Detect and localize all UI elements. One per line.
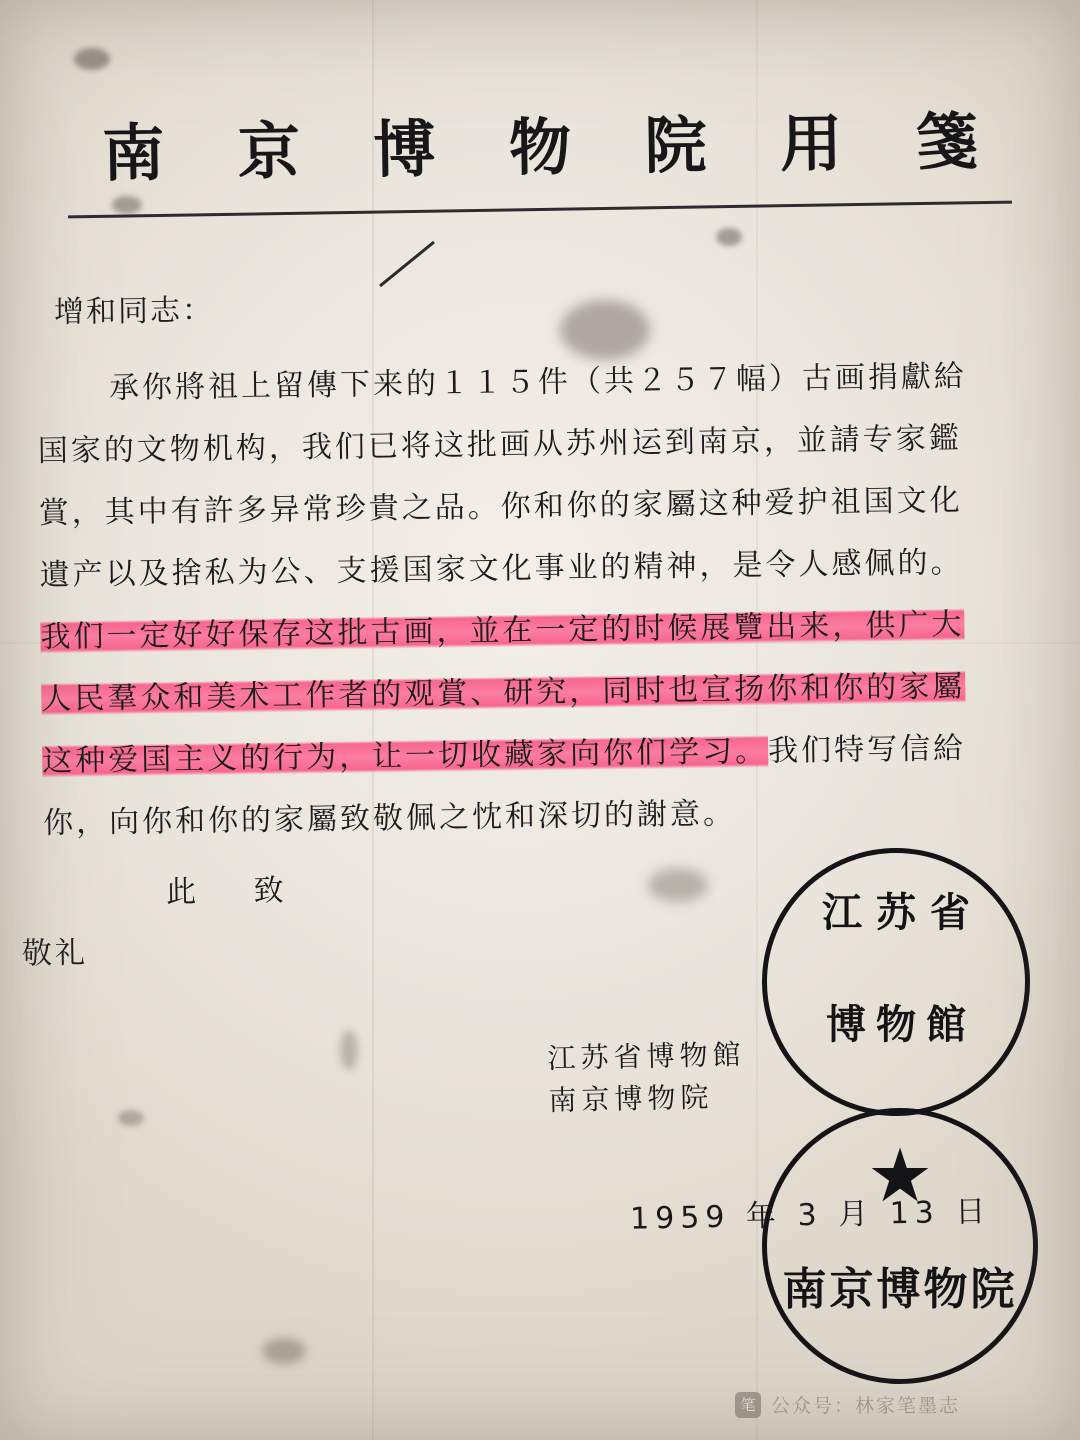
pencil-mark [376, 236, 446, 290]
paper-stain [112, 196, 142, 214]
paper-stain [716, 228, 742, 246]
seal-stamp-jiangsu-museum [762, 848, 1030, 1116]
seal-bottom-text: 博物館 [826, 1001, 976, 1048]
salutation: 增和同志： [53, 293, 215, 330]
highlight-span: 我们一定好好保存这批古画，並在一定的时候展覽出来，供广大 [40, 607, 965, 655]
watermark-logo-icon: 笔 [735, 1392, 761, 1418]
body-line: 遺产以及捨私为公、支援国家文化事业的精神，是令人感佩的。 [39, 545, 964, 593]
paper-stain [648, 868, 708, 902]
paper-stain [262, 1338, 306, 1364]
closing-salute: 此 致 [165, 873, 308, 910]
signature-block [547, 1034, 747, 1122]
watermark [735, 1391, 960, 1418]
body-line: 賞，其中有許多异常珍貴之品。你和你的家屬这种爱护祖国文化 [38, 483, 963, 531]
body-line: 国家的文物机构，我们已将这批画从苏州运到南京，並請专家鑑 [37, 421, 963, 469]
seal-top-text: 江苏省 [822, 889, 984, 936]
paper-stain [74, 48, 110, 70]
seal-stamp-nanjing-museum [762, 1108, 1038, 1384]
watermark-text: 公众号：林家笔墨志 [771, 1395, 961, 1417]
closing-regards: 敬礼 [21, 935, 89, 972]
seal-name-text: 南京博物院 [782, 1264, 1018, 1315]
signature-line: 江苏省博物館 [547, 1037, 746, 1076]
date-line: 1959 年 3 月 13 日 [629, 1194, 992, 1237]
body-line: 你，向你和你的家屬致敬佩之忱和深切的謝意。 [42, 796, 737, 841]
page-title: 南 京 博 物 院 用 箋 [101, 104, 1005, 191]
signature-line: 南京博物院 [548, 1080, 714, 1118]
paper-stain [340, 1030, 358, 1070]
letterhead-divider [68, 201, 1012, 219]
paper-stain [118, 1110, 144, 1126]
highlight-span: 这种爱国主义的行为，让一切收藏家向你们学习。 [41, 733, 769, 779]
body-line: 承你將祖上留傳下来的１１５件（共２５７幅）古画捐獻給 [108, 359, 968, 406]
star-icon: ★ [866, 1133, 934, 1219]
highlight-span: 人民羣众和美术工作者的观賞、研究，同时也宣扬你和你的家屬 [41, 669, 966, 717]
letter-body [37, 345, 1044, 855]
body-line-tail: 我们特写信給 [767, 731, 967, 769]
